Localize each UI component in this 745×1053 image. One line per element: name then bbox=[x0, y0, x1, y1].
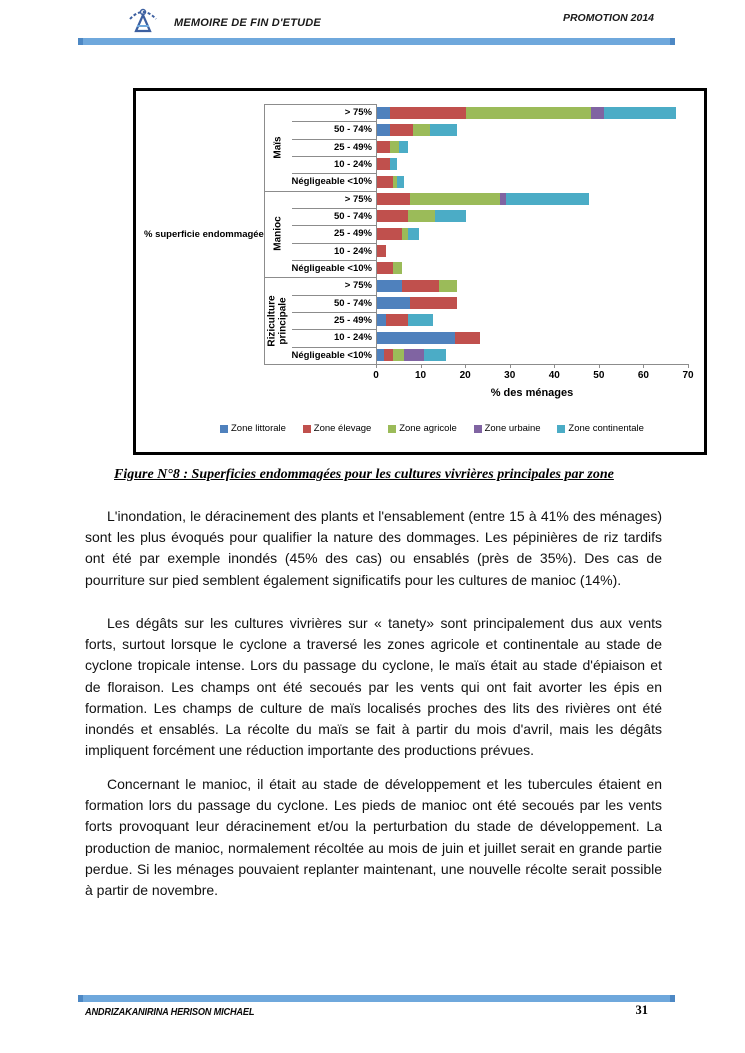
chart-legend bbox=[220, 423, 644, 434]
bar-segment bbox=[377, 107, 390, 119]
row-separator-line bbox=[292, 208, 376, 209]
bar-segment bbox=[435, 210, 466, 222]
bar-segment bbox=[393, 262, 402, 274]
legend-item bbox=[303, 423, 372, 434]
bar-segment bbox=[399, 141, 408, 153]
paragraph: Les dégâts sur les cultures vivrières sur « tanety» sont principalement dus aux vents forts, surtout lorsque le cyclone a traversé les zones agricole et continentale au stade de cyclone tropicale intense. Lors du passage du cyclone, le maïs était au stade d'épiaison et de floraison. Les champs ont été secoués par les vents qui ont fait avorter les épis en formation. Les champs de culture de maïs localisés proches des lits des rivières ont été inondés et ensablés. La récolte du maïs se fait à partir du mois d'avril, mais les dégâts impliquent forcément une réduction importante des productions prévues. bbox=[85, 615, 662, 759]
bar-segment bbox=[377, 314, 386, 326]
bar-segment bbox=[500, 193, 507, 205]
x-axis-tick bbox=[554, 364, 555, 368]
x-tick-label: 30 bbox=[504, 369, 516, 381]
legend-item bbox=[557, 423, 644, 434]
school-logo-icon bbox=[126, 4, 160, 36]
category-label: Négligeable <10% bbox=[291, 176, 372, 188]
x-tick-label: 40 bbox=[548, 369, 560, 381]
row-separator-line bbox=[292, 329, 376, 330]
bar-segment bbox=[455, 332, 480, 344]
x-axis-tick bbox=[599, 364, 600, 368]
legend-label: Zone continentale bbox=[568, 423, 644, 434]
bar-segment bbox=[410, 297, 457, 309]
category-label: 25 - 49% bbox=[333, 228, 372, 240]
x-tick-label: 20 bbox=[459, 369, 471, 381]
legend-label: Zone élevage bbox=[313, 423, 372, 434]
category-label: 25 - 49% bbox=[333, 314, 372, 326]
category-label: Négligeable <10% bbox=[291, 262, 372, 274]
page-number: 31 bbox=[635, 1003, 648, 1017]
category-label: > 75% bbox=[344, 107, 372, 118]
bar-segment bbox=[377, 280, 402, 292]
bar-segment bbox=[377, 297, 410, 309]
bar-segment bbox=[390, 141, 399, 153]
bar-segment bbox=[377, 124, 390, 136]
bar-segment bbox=[402, 228, 409, 240]
row-separator-line bbox=[292, 225, 376, 226]
category-label: 10 - 24% bbox=[333, 332, 372, 344]
bar-segment bbox=[377, 210, 408, 222]
bar-segment bbox=[377, 176, 393, 188]
x-tick-label: 70 bbox=[682, 369, 694, 381]
category-label: 10 - 24% bbox=[333, 158, 372, 170]
legend-swatch-icon bbox=[303, 425, 311, 433]
figure-caption-text: Figure N°8 : Superficies endommagées pour les cultures vivrières principales par zone bbox=[114, 467, 614, 482]
bar-segment bbox=[604, 107, 675, 119]
category-label: > 75% bbox=[344, 193, 372, 205]
bar-segment bbox=[402, 280, 440, 292]
bar-segment bbox=[390, 158, 397, 170]
y-axis-title: % superficie endommagée bbox=[144, 229, 264, 240]
x-axis-line bbox=[264, 364, 688, 365]
bar-segment bbox=[390, 124, 412, 136]
header-divider bbox=[78, 38, 675, 45]
bar-segment bbox=[408, 210, 435, 222]
divider-cap bbox=[670, 38, 675, 45]
bar-segment bbox=[430, 124, 457, 136]
bar-segment bbox=[408, 228, 419, 240]
bar-segment bbox=[408, 314, 433, 326]
legend-label: Zone agricole bbox=[399, 423, 457, 434]
figure-frame bbox=[133, 88, 707, 455]
bar-segment bbox=[377, 141, 390, 153]
bar-segment bbox=[393, 349, 404, 361]
bar-segment bbox=[386, 314, 408, 326]
category-label: 50 - 74% bbox=[333, 210, 372, 222]
bar-segment bbox=[413, 124, 431, 136]
legend-label: Zone littorale bbox=[231, 423, 286, 434]
footer-author: ANDRIZAKANIRINA HERISON MICHAEL bbox=[85, 1007, 255, 1018]
bar-segment bbox=[424, 349, 446, 361]
footer-divider bbox=[78, 995, 675, 1002]
row-separator-line bbox=[292, 173, 376, 174]
x-tick-label: 50 bbox=[593, 369, 605, 381]
bar-segment bbox=[377, 193, 410, 205]
legend-swatch-icon bbox=[474, 425, 482, 433]
bar-segment bbox=[377, 262, 393, 274]
bar-segment bbox=[404, 349, 424, 361]
bar-segment bbox=[410, 193, 499, 205]
legend-swatch-icon bbox=[557, 425, 565, 433]
row-separator-line bbox=[292, 347, 376, 348]
x-axis-tick bbox=[421, 364, 422, 368]
bar-segment bbox=[377, 158, 390, 170]
x-axis-tick bbox=[376, 364, 377, 368]
row-separator-line bbox=[292, 156, 376, 157]
bar-segment bbox=[377, 228, 402, 240]
row-separator-line bbox=[292, 121, 376, 122]
legend-item bbox=[474, 423, 541, 434]
bar-segment bbox=[377, 245, 386, 257]
legend-item bbox=[220, 423, 286, 434]
group-label-text: Manioc bbox=[272, 216, 284, 252]
legend-item bbox=[388, 423, 457, 434]
divider-cap bbox=[670, 995, 675, 1002]
bar-segment bbox=[466, 107, 591, 119]
bar-segment bbox=[377, 349, 384, 361]
header-promotion: PROMOTION 2014 bbox=[562, 12, 654, 24]
x-tick-label: 0 bbox=[373, 369, 379, 381]
bar-segment bbox=[377, 332, 455, 344]
group-label-text: Maïs bbox=[272, 136, 284, 159]
x-tick-label: 10 bbox=[415, 369, 427, 381]
category-label: 25 - 49% bbox=[333, 141, 372, 153]
paragraph: L'inondation, le déracinement des plants et l'ensablement (entre 15 à 41% des ménages) sont les plus évoqués pour qualifier la nature des dommages. Les pépinières de riz tardifs ont été par exemple inondés (45% des cas) ou ensablés (près de 35%). Des cas de pourriture sur pied semblent également significatifs pour les cultures de manioc (14%). bbox=[85, 508, 662, 588]
bar-segment bbox=[506, 193, 588, 205]
row-separator-line bbox=[292, 139, 376, 140]
bar-segment bbox=[397, 176, 404, 188]
legend-swatch-icon bbox=[388, 425, 396, 433]
category-label: 50 - 74% bbox=[333, 124, 372, 136]
x-axis-tick bbox=[465, 364, 466, 368]
legend-swatch-icon bbox=[220, 425, 228, 433]
header-title: MEMOIRE DE FIN D'ETUDE bbox=[174, 17, 321, 29]
row-separator-line bbox=[292, 295, 376, 296]
row-separator-line bbox=[292, 243, 376, 244]
x-tick-label: 60 bbox=[637, 369, 649, 381]
category-label: 50 - 74% bbox=[333, 297, 372, 309]
bar-segment bbox=[384, 349, 393, 361]
group-label-text: Riziculture principale bbox=[267, 295, 289, 347]
x-axis-tick bbox=[643, 364, 644, 368]
bar-segment bbox=[439, 280, 457, 292]
row-separator-line bbox=[292, 312, 376, 313]
x-axis-title: % des ménages bbox=[490, 386, 574, 399]
row-separator-line bbox=[292, 260, 376, 261]
legend-label: Zone urbaine bbox=[484, 423, 541, 434]
category-label: > 75% bbox=[344, 280, 372, 292]
category-label: Négligeable <10% bbox=[291, 349, 372, 361]
divider-cap bbox=[78, 995, 83, 1002]
bar-segment bbox=[591, 107, 604, 119]
divider-cap bbox=[78, 38, 83, 45]
x-axis-tick bbox=[510, 364, 511, 368]
paragraph: Concernant le manioc, il était au stade de développement et les tubercules étaient en formation lors du passage du cyclone. Les pieds de manioc ont été secoués par les vents forts provoquant leur déracinement et/ou la perturbation du stade de développement. La production de manioc, normalement récoltée au mois de juin et juillet serait en grande partie perdue. Si les ménages pouvaient replanter maintenant, une nouvelle récolte serait possible à partir de novembre. bbox=[85, 776, 662, 899]
figure-caption bbox=[78, 464, 662, 486]
bar-segment bbox=[390, 107, 466, 119]
stacked-bar-chart bbox=[136, 91, 704, 452]
x-axis-tick bbox=[688, 364, 689, 368]
category-label: 10 - 24% bbox=[333, 245, 372, 257]
